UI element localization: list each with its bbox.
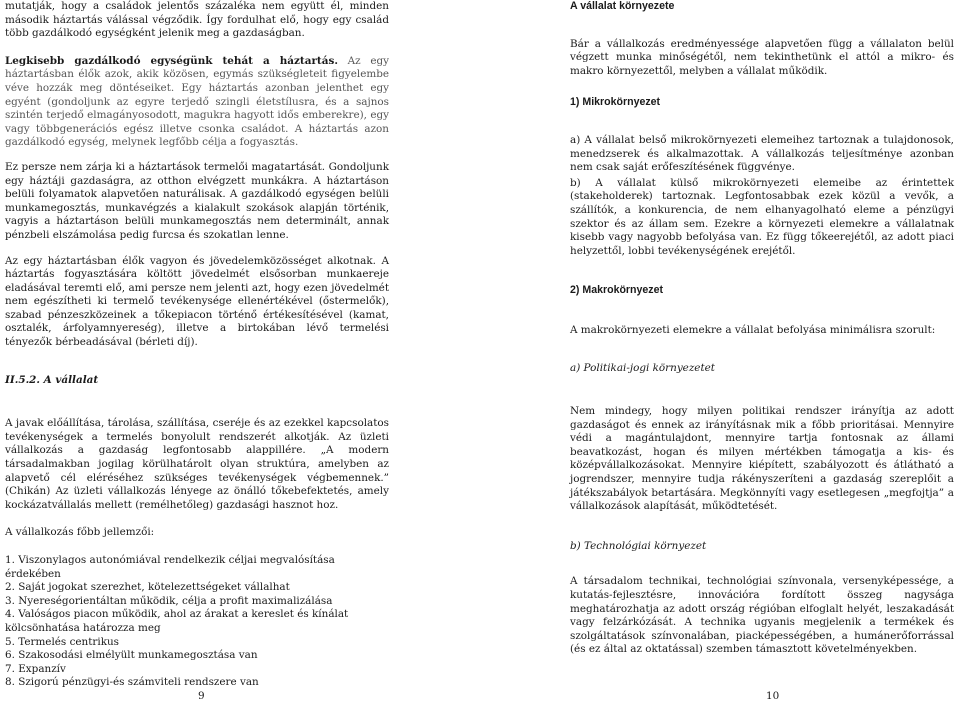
list-item: 3. Nyereségorientáltan működik, célja a profit maximalizálása	[5, 594, 333, 607]
right-paragraph-2: a) A vállalat belső mikrokörnyezeti elemeihez tartoznak a tulajdonosok, menedzserek és alkalmazottak. A vállalkozás teljesítménye azonban nem csak saját erőfeszítésének függvénye.	[570, 133, 954, 174]
micro-heading: 1) Mikrokörnyezet	[570, 96, 661, 109]
right-paragraph-1: Bár a vállalkozás eredményessége alapvetően függ a vállalaton belül végzett munka minőségétől, nem tekinthetünk el attól a mikro- és makro környezettől, melyben a vállalat működik.	[570, 37, 954, 77]
features-list	[5, 554, 389, 690]
page-number-right: 10	[766, 690, 780, 702]
right-column	[570, 0, 954, 668]
list-item: 7. Expanzív	[5, 662, 66, 675]
right-paragraph-4: A makrokörnyezeti elemekre a vállalat befolyása minimálisra szorult:	[570, 323, 936, 336]
section-title: II.5.2. A vállalat	[5, 373, 99, 386]
list-item: kölcsönhatása határozza meg	[5, 621, 161, 634]
household-definition-gray: Az egy háztartásban élők azok, akik közösen, egymás szükségleteit figyelembe véve hozzák meg döntéseiket.	[5, 54, 389, 94]
macro-heading: 2) Makrokörnyezet	[570, 284, 664, 297]
left-column	[5, 0, 389, 690]
right-paragraph-3: b) A vállalat külső mikrokörnyezeti elemeibe az érintettek (stakeholderek) tartoznak. Legfontosabbak ezek közül a vevők, a szállítók, a konkurencia, de nem elhanyagolható eleme a pénzügyi szektor és az állam sem. Ezekre a környezeti elemekre a vállalatnak kisebb vagy nagyobb befolyása van. Ez függ tőkeerejétől, az adott piaci helyzettől, lobbi tevékenységének erejétől.	[570, 176, 954, 257]
right-paragraph-5: Nem mindegy, hogy milyen politikai rendszer irányítja az adott gazdaságot és ennek az irányításnak mik a főbb prioritásai. Mennyire védi a magántulajdont, mennyire tartja fontosnak az állami beavatkozást, hogan és milyen mértékben támogatja a kis- és középvállalkozásokat. Mennyire kiépített, szabályozott és átlátható a jogrendszer, mennyire tudja rákényszeríteni a gazdaság szereplőit a játékszabályok betartására. Megkönnyíti vagy esetlegesen „megfojtja” a vállalkozások alapítását, működtetését.	[570, 405, 954, 513]
technology-heading: b) Technológiai környezet	[570, 539, 707, 552]
list-item: 2. Saját jogokat szerezhet, kötelezettségeket vállalhat	[5, 581, 290, 594]
page-number-left: 9	[198, 690, 205, 702]
left-paragraph-1: mutatják, hogy a családok jelentős százaléka nem együtt él, minden második háztartás válással végződik. Így fordulhat elő, hogy egy család több gazdálkodó egységként jelenik meg a gazdaságban.	[5, 0, 389, 40]
list-item: 5. Termelés centrikus	[5, 635, 120, 648]
list-title: A vállalkozás főbb jellemzői:	[5, 526, 155, 539]
list-item: 4. Valóságos piacon működik, ahol az árakat a kereslet és kínálat	[5, 608, 349, 621]
political-heading: a) Politikai-jogi környezetet	[570, 361, 715, 374]
environment-heading: A vállalat környezete	[570, 0, 675, 12]
list-item: 1. Viszonylagos autonómiával rendelkezik céljai megvalósítása érdekében	[5, 554, 335, 580]
left-paragraph-2	[5, 55, 389, 150]
left-paragraph-3: Ez persze nem zárja ki a háztartások termelői magatartását. Gondoljunk egy háztáji gazdaságra, az otthon elvégzett munkákra. A háztartáson belüli folyamatok alapvetően naturálisak. A gazdálkodó egységen belüli munkamegosztás, munkavégzés a kialakult szokások alapján történik, vagyis a háztartáson belüli munkamegosztás nem determinált, annak pénzbeli elszámolása pedig furcsa és szokatlan lenne.	[5, 160, 389, 241]
household-definition-lead: Legkisebb gazdálkodó egységünk tehát a háztartás.	[5, 54, 338, 67]
household-definition-rest: Egy háztartás azonban jelenthet egy egyént (gondoljunk az egyre terjedő szingli életstílusra, és a sajnos szintén terjedő elmagányosodott, magukra hagyott idős emberekre), egy vagy többgenerációs egész illetve csonka családot. A háztartás azon gazdálkodó egység, melynek legfőbb célja a fogyasztás.	[5, 81, 390, 149]
right-paragraph-6: A társadalom technikai, technológiai színvonala, versenyképessége, a kutatás-fejlesztésre, innovációra fordított összeg nagysága meghatározhatja az adott ország régióban elfoglalt helyét, leszakadását vagy felzárkózását. A technika ugyanis megjelenik a termékek és szolgáltatások színvonalában, piacképességében, a humánerőforrással (és ez által az oktatással) szemben támasztott követelményekben.	[570, 575, 954, 656]
left-paragraph-5: A javak előállítása, tárolása, szállítása, cseréje és az ezekkel kapcsolatos tevékenységek a termelés bonyolult rendszerét alkotják. Az üzleti vállalkozás a gazdaság legfontosabb alappillére. „A modern társadalmakban jogilag körülhatárolt olyan struktúra, amelyben az alapvető cél eléréséhez szükséges tevékenységek végbemennek.” (Chikán) Az üzleti vállalkozás lényege az önálló tőkebefektetés, amely kockázatvállalás mellett (remélhetőleg) gazdasági hasznot hoz.	[5, 417, 389, 511]
list-item: 8. Szigorú pénzügyi-és számviteli rendszere van	[5, 676, 259, 689]
list-item: 6. Szakosodási elmélyült munkamegosztása van	[5, 649, 258, 662]
left-paragraph-4: Az egy háztartásban élők vagyon és jövedelemközösséget alkotnak. A háztartás fogyasztására költött jövedelmét elsősorban munkaereje eladásával teremti elő, ami persze nem jelenti azt, hogy ezen jövedelmét nem egészítheti ki termelő tevékenysége ellenértékével (őstermelők), szabad pénzeszközeinek a tőkepiacon történő értékesítésével (kamat, osztalék, árfolyamnyereség), illetve a birtokában lévő termelési tényezők bérbeadásával (bérleti díj).	[5, 254, 389, 349]
